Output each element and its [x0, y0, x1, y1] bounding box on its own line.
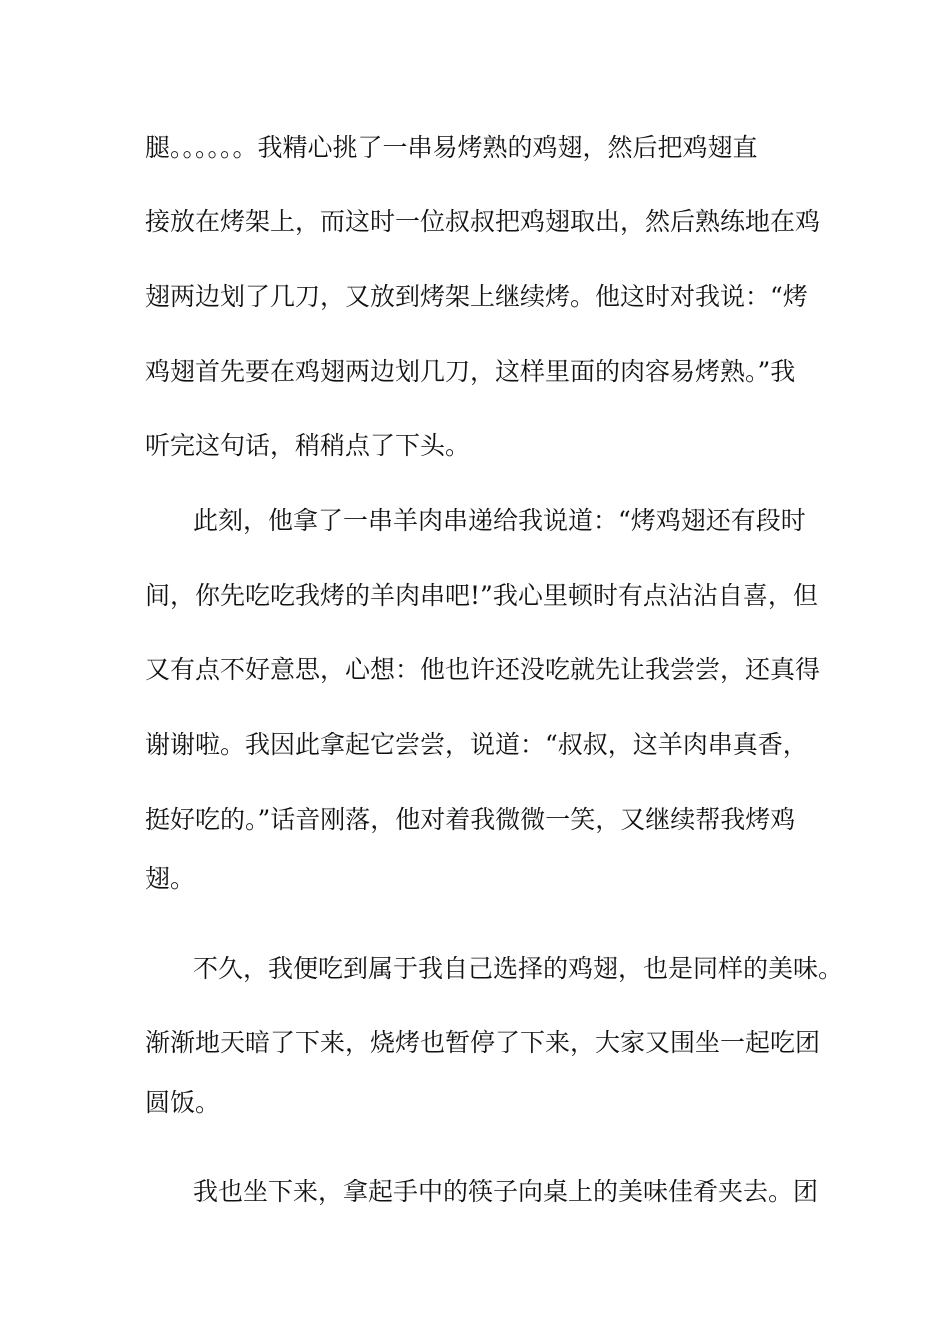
paragraph-first-line: 此刻，他拿了一串羊肉串递给我说道：“烤鸡翅还有段时	[193, 506, 806, 535]
text-line: 又有点不好意思，心想：他也许还没吃就先让我尝尝，还真得	[145, 655, 821, 684]
text-line: 接放在烤架上，而这时一位叔叔把鸡翅取出，然后熟练地在鸡	[145, 207, 821, 236]
paragraph-first-line: 不久，我便吃到属于我自己选择的鸡翅，也是同样的美味。	[193, 954, 844, 983]
text-line: 圆饭。	[145, 1088, 221, 1117]
text-line: 渐渐地天暗了下来，烧烤也暂停了下来，大家又围坐一起吃团	[145, 1028, 821, 1057]
paragraph-first-line: 我也坐下来，拿起手中的筷子向桌上的美味佳肴夹去。团	[193, 1177, 819, 1206]
text-line: 腿。。。。。。我精心挑了一串易烤熟的鸡翅，然后把鸡翅直	[145, 133, 758, 162]
text-line: 挺好吃的。”话音刚落，他对着我微微一笑，又继续帮我烤鸡	[145, 805, 796, 834]
text-line: 间，你先吃吃我烤的羊肉串吧!”我心里顿时有点沾沾自喜，但	[145, 581, 818, 610]
text-line: 鸡翅首先要在鸡翅两边划几刀，这样里面的肉容易烤熟。”我	[145, 357, 796, 386]
text-line: 翅两边划了几刀，又放到烤架上继续烤。他这时对我说：“烤	[145, 282, 808, 311]
text-line: 听完这句话，稍稍点了下头。	[145, 431, 471, 460]
text-line: 谢谢啦。我因此拿起它尝尝，说道：“叔叔，这羊肉串真香，	[145, 730, 808, 759]
text-line: 翅。	[145, 864, 196, 893]
